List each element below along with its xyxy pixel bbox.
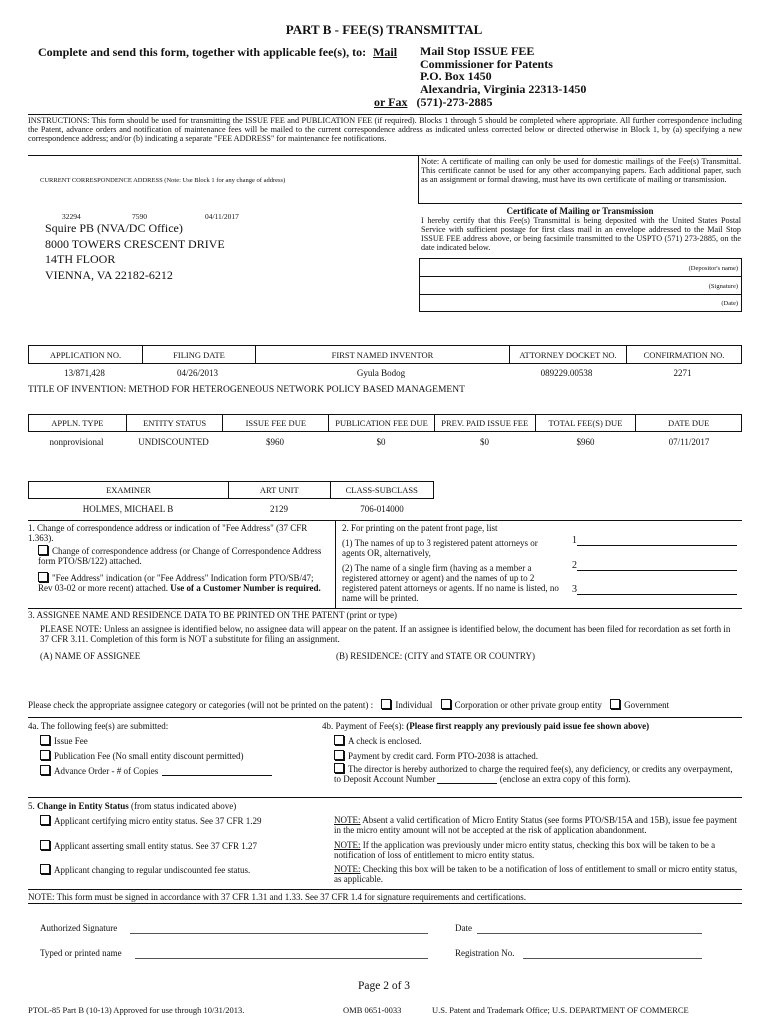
cell: 089229.00538 [540, 368, 593, 378]
assignee-government[interactable]: Government [610, 700, 669, 710]
typed-name-label: Typed or printed name [40, 948, 122, 958]
col-header: FILING DATE [142, 346, 255, 363]
checkbox[interactable] [381, 699, 391, 709]
checkbox[interactable] [334, 735, 344, 745]
footer-omb: OMB 0651-0033 [343, 1005, 402, 1015]
col-header: ISSUE FEE DUE [222, 415, 328, 431]
block4b-title: 4b. Payment of Fee(s): (Please first reapply any previously paid issue fee shown above) [322, 721, 650, 731]
block2-option1: (1) The names of up to 3 registered patent attorneys or agents OR, alternatively, [342, 538, 538, 558]
instructions: INSTRUCTIONS: This form should be used for transmitting the ISSUE FEE and PUBLICATION FEE (if required). Blocks 1 through 5 should be completed where appropriate. All further correspondence including the Patent, advance orders and notification of maintenance fees will be mailed to the current correspondence address as indicated unless corrected below or directed otherwise in Block 1, by (a) specifying a new correspondence address; and/or (b) indicating a separate "FEE ADDRESS" for maintenance fee notifications. [28, 116, 742, 143]
divider [418, 155, 419, 203]
page-number: Page 2 of 3 [357, 980, 411, 992]
form-title: PART B - FEE(S) TRANSMITTAL [285, 22, 483, 37]
block1-title: 1. Change of correspondence address or indication of "Fee Address" (37 CFR 1.363). [28, 523, 308, 543]
signature-field[interactable]: (Signature) [708, 283, 738, 290]
cert-text: I hereby certify that this Fee(s) Transmittal is being deposited with the United States Postal Service with sufficient postage for first class mail in an envelope addressed to the Mail Stop ISSUE FEE address above, or being facsimile transmitted to the USPTO (571) 273-2885, on the date indicated below. [421, 216, 741, 252]
entity-small[interactable]: Applicant asserting small entity status. See 37 CFR 1.27 [40, 840, 257, 851]
block1-option-change-address[interactable]: Change of correspondence address (or Change of Correspondence Address form PTO/SB/122) attached. [38, 546, 322, 566]
checkbox[interactable] [334, 763, 344, 773]
signature-note: NOTE: This form must be signed in accordance with 37 CFR 1.31 and 1.33. See 37 CFR 1.4 for signature requirements and certifications. [28, 892, 526, 902]
block4a-title: 4a. The following fee(s) are submitted: [28, 721, 169, 731]
cell: $0 [376, 437, 386, 447]
date-label: Date [455, 923, 472, 933]
divider [28, 155, 742, 156]
cell: nonprovisional [49, 437, 104, 447]
checkbox[interactable] [610, 699, 620, 709]
fee-values-row [28, 437, 742, 447]
cell: 04/26/2013 [176, 368, 218, 378]
attorney-line-2[interactable]: 2 [572, 560, 737, 571]
payment-check[interactable]: A check is enclosed. [334, 735, 421, 746]
entity-undiscounted[interactable]: Applicant changing to regular undiscounted fee status. [40, 864, 250, 875]
col-header: ART UNIT [228, 482, 330, 498]
registration-label: Registration No. [455, 948, 515, 958]
invention-title: TITLE OF INVENTION: METHOD FOR HETEROGENEOUS NETWORK POLICY BASED MANAGEMENT [28, 385, 465, 395]
col-header: DATE DUE [635, 415, 741, 431]
col-header: PUBLICATION FEE DUE [328, 415, 434, 431]
mail-label: Mail [373, 45, 398, 59]
exam-values-row [28, 504, 434, 514]
assignee-category: Please check the appropriate assignee category or categories (will not be printed on the patent) : Individual Corporation or other private group entity Government [28, 700, 670, 710]
app-header-row [28, 345, 742, 364]
assignee-individual[interactable]: Individual [381, 700, 432, 710]
typed-name-field[interactable] [135, 958, 428, 959]
cell: $960 [266, 437, 284, 447]
block1-option-fee-address[interactable]: "Fee Address" indication (or "Fee Address" Indication form PTO/SB/47; Rev 03-02 or more recent) attached. Use of a Customer Number is required. [38, 573, 321, 593]
col-header: TOTAL FEE(S) DUE [535, 415, 636, 431]
footer-agency: U.S. Patent and Trademark Office; U.S. DEPARTMENT OF COMMERCE [432, 1005, 689, 1015]
fax-line: or Fax (571)-273-2885 [374, 95, 493, 109]
checkbox[interactable] [40, 815, 50, 825]
col-header: APPLICATION NO. [49, 349, 122, 360]
corr-code: 32294 [62, 212, 81, 221]
checkbox[interactable] [441, 699, 451, 709]
date-field[interactable]: (Date) [721, 300, 738, 307]
app-values-row [28, 368, 742, 378]
col-header: CONFIRMATION NO. [626, 346, 741, 363]
cell: 07/11/2017 [668, 437, 710, 447]
block2-option2: (2) The name of a single firm (having as a member a registered attorney or agent) and the names of up to 2 registered patent attorneys or agents. If no name is listed, no name will be printed. [342, 563, 559, 603]
fee-header-row [28, 414, 742, 432]
cell: 13/871,428 [64, 368, 105, 378]
block3-title: 3. ASSIGNEE NAME AND RESIDENCE DATA TO BE PRINTED ON THE PATENT (print or type) [28, 610, 398, 620]
corr-date: 04/11/2017 [205, 212, 239, 221]
cell: $0 [480, 437, 489, 447]
attorney-line-1[interactable]: 1 [572, 535, 737, 546]
divider [28, 114, 742, 115]
mail-address: Mail Stop ISSUE FEE Commissioner for Patents P.O. Box 1450 Alexandria, Virginia 22313-1450 [420, 44, 587, 96]
cell: Gyula Bodog [356, 368, 406, 378]
corr-address-label: CURRENT CORRESPONDENCE ADDRESS (Note: Use Block 1 for any change of address) [40, 177, 286, 184]
checkbox[interactable] [40, 750, 50, 760]
cell: UNDISCOUNTED [138, 437, 209, 447]
note-small: NOTE: If the application was previously under micro entity status, checking this box will be taken to be a notification of loss of entitlement to micro entity status. [334, 840, 716, 860]
registration-field[interactable] [523, 958, 702, 959]
entity-micro[interactable]: Applicant certifying micro entity status. See 37 CFR 1.29 [40, 815, 261, 826]
attorney-line-3[interactable]: 3 [572, 584, 737, 595]
col-header: ATTORNEY DOCKET NO. [509, 346, 626, 363]
assignee-residence-label: (B) RESIDENCE: (CITY and STATE OR COUNTRY) [336, 651, 535, 661]
cell: $960 [576, 437, 595, 447]
cell: 706-014000 [360, 504, 404, 514]
block5-title: 5. Change in Entity Status (from status indicated above) [28, 801, 237, 811]
checkbox[interactable] [40, 735, 50, 745]
col-header: PREV. PAID ISSUE FEE [434, 415, 535, 431]
note-undiscounted: NOTE: Checking this box will be taken to be a notification of loss of entitlement to small or micro entity status, as applicable. [334, 864, 738, 884]
block3-note: PLEASE NOTE: Unless an assignee is identified below, no assignee data will appear on the patent. If an assignee is identified below, the document has been filed for recordation as set forth in 37 CFR 3.11. Completion of this form is NOT a substitute for filing an assignment. [40, 624, 731, 644]
note-micro: NOTE: Absent a valid certification of Micro Entity Status (see forms PTO/SB/15A and 15B), issue fee payment in the micro entity amount will not be accepted at the risk of application abandonment. [334, 815, 738, 835]
checkbox[interactable] [40, 840, 50, 850]
exam-header-row [28, 481, 434, 499]
mail-note: Note: A certificate of mailing can only be used for domestic mailings of the Fee(s) Transmittal. This certificate cannot be used for any other accompanying papers. Each additional paper, such as an assignment or formal drawing, must have its own certificate of mailing or transmission. [421, 157, 741, 184]
assignee-corporation[interactable]: Corporation or other private group entity [441, 700, 602, 710]
checkbox[interactable] [38, 572, 48, 582]
block2-title: 2. For printing on the patent front page, list [342, 523, 498, 533]
footer-form-id: PTOL-85 Part B (10-13) Approved for use through 10/31/2013. [28, 1005, 245, 1015]
send-instruction: Complete and send this form, together with applicable fee(s), to: Mail [38, 45, 398, 59]
col-header: CLASS-SUBCLASS [330, 482, 433, 498]
corr-address: Squire PB (NVA/DC Office) 8000 TOWERS CRESCENT DRIVE 14TH FLOOR VIENNA, VA 22182-6212 [45, 221, 225, 282]
checkbox[interactable] [40, 765, 50, 775]
col-header: EXAMINER [106, 485, 151, 495]
cert-title: Certificate of Mailing or Transmission [506, 206, 654, 216]
checkbox[interactable] [40, 864, 50, 874]
authorized-signature-field[interactable] [130, 933, 428, 934]
payment-deposit-account[interactable]: The director is hereby authorized to charge the required fee(s), any deficiency, or credits any overpayment, to Deposit Account Number (enclose an extra copy of this form). [334, 764, 733, 784]
cell: HOLMES, MICHAEL B [82, 504, 174, 514]
payment-credit-card[interactable]: Payment by credit card. Form PTO-2038 is attached. [334, 750, 538, 761]
col-header: ENTITY STATUS [126, 415, 223, 431]
cell: 2129 [270, 504, 288, 514]
authorized-signature-label: Authorized Signature [40, 923, 118, 933]
col-header: FIRST NAMED INVENTOR [255, 346, 509, 363]
cell: 2271 [673, 368, 692, 378]
divider [418, 203, 742, 204]
corr-code: 7590 [132, 212, 147, 221]
fee-option-advance-order[interactable]: Advance Order - # of Copies [40, 765, 272, 776]
fee-option-publication[interactable]: Publication Fee (No small entity discount permitted) [40, 750, 243, 761]
checkbox[interactable] [38, 545, 48, 555]
checkbox[interactable] [334, 750, 344, 760]
assignee-name-label: (A) NAME OF ASSIGNEE [40, 651, 141, 661]
fee-option-issue[interactable]: Issue Fee [40, 735, 88, 746]
depositor-name-field[interactable]: (Depositor's name) [688, 265, 738, 272]
date-input[interactable] [477, 933, 702, 934]
col-header: APPLN. TYPE [51, 418, 104, 428]
